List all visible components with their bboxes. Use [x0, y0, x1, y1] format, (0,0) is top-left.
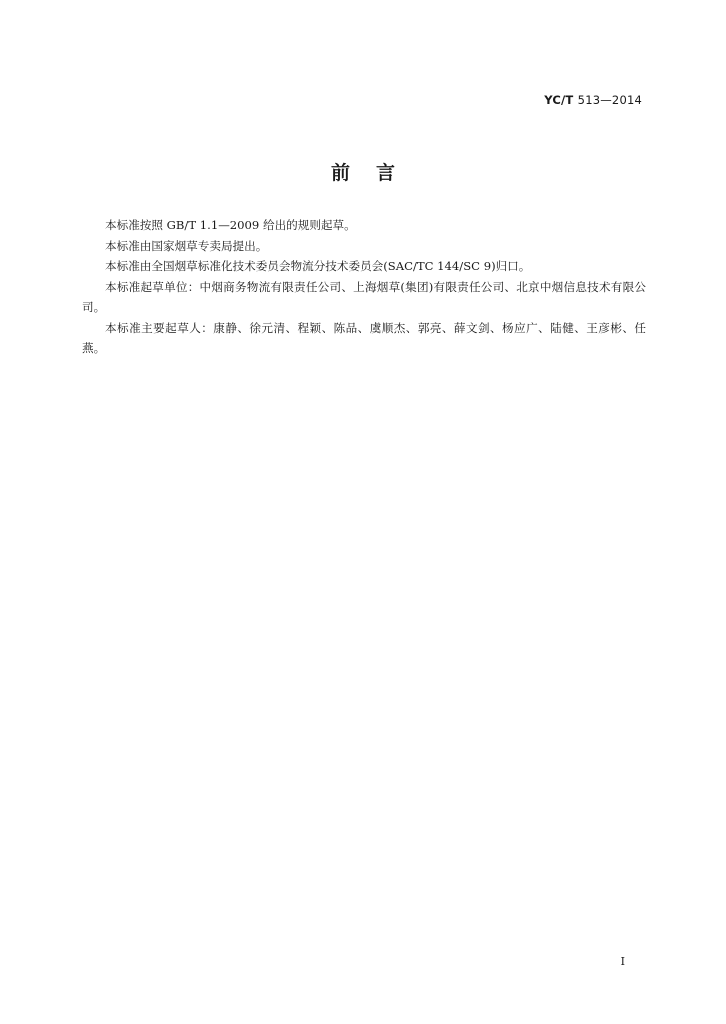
standard-code: YC/T [544, 93, 574, 107]
page-number: I [620, 955, 625, 968]
paragraph-technical-committee: 本标准由全国烟草标准化技术委员会物流分技术委员会(SAC/TC 144/SC 9)归口。 [105, 259, 531, 273]
standard-year-number: 513—2014 [577, 93, 642, 107]
paragraph-proposer: 本标准由国家烟草专卖局提出。 [105, 238, 268, 253]
foreword-body [82, 215, 646, 359]
paragraph-drafting-rules: 本标准按照 GB/T 1.1—2009 给出的规则起草。 [105, 218, 356, 232]
standard-number [544, 93, 642, 107]
paragraph-drafting-organizations: 本标准起草单位：中烟商务物流有限责任公司、上海烟草(集团)有限责任公司、北京中烟信息技术有限公司。 [82, 279, 646, 314]
paragraph-drafters: 本标准主要起草人：康静、徐元清、程颖、陈品、虞顺杰、郭亮、薛文剑、杨应广、陆健、王彦彬、任燕。 [82, 320, 646, 355]
page-title: 前言 [330, 162, 421, 184]
